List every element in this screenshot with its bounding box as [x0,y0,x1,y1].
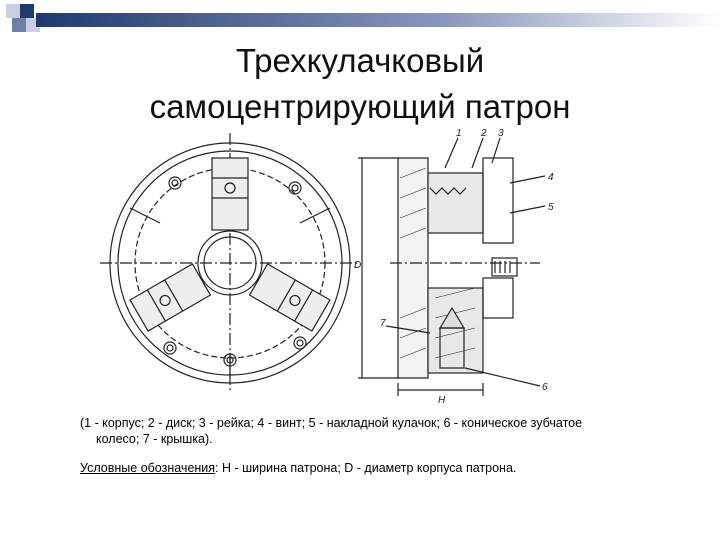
chuck-drawing [100,128,570,410]
title-line-2: самоцентрирующий патрон [149,88,571,125]
label-2: 2 [481,128,487,139]
legend-text: : H - ширина патрона; D - диаметр корпуса патрона. [215,461,517,475]
legend-label: Условные обозначения [80,461,216,475]
label-3: 3 [498,128,504,139]
front-view [100,133,360,393]
label-4: 4 [548,172,554,183]
label-1: 1 [456,128,462,139]
figure-caption [80,415,680,447]
notation-legend [80,461,680,475]
header-bar [36,10,720,30]
label-d: D [354,260,362,271]
caption-line-1: (1 - корпус; 2 - диск; 3 - рейка; 4 - винт; 5 - накладной кулачок; 6 - коническое зубчатое [80,416,583,430]
label-5: 5 [548,202,554,213]
caption-line-2: колесо; 7 - крышка). [96,432,213,446]
label-h: H [438,395,446,406]
slide-title [80,38,640,130]
section-view [358,138,545,396]
label-6: 6 [542,382,548,393]
label-7: 7 [380,318,386,329]
title-line-1: Трехкулачковый [235,42,485,79]
